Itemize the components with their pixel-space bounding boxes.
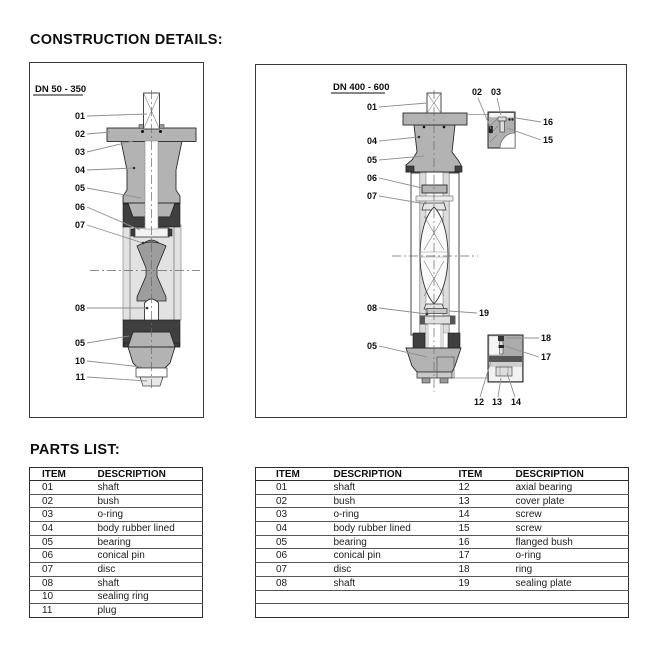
table-cell: shaft: [334, 576, 459, 590]
table-cell: o-ring: [98, 508, 203, 522]
parts-table-left: [29, 467, 203, 618]
table-cell: 04: [30, 522, 98, 536]
table-cell: [256, 590, 334, 604]
diagram-caption-dn50: DN 50 - 350: [35, 84, 87, 95]
part-label-07: 07: [74, 220, 85, 230]
table-row: [256, 590, 629, 604]
part-label-06: 06: [74, 202, 85, 212]
table-row: [30, 481, 203, 495]
table-cell: flanged bush: [516, 535, 629, 549]
table-cell: 05: [30, 535, 98, 549]
table-row: [30, 590, 203, 604]
table-row: [256, 522, 629, 536]
table-row: [256, 494, 629, 508]
table-cell: [516, 604, 629, 618]
table-cell: [459, 590, 516, 604]
table-row: [30, 576, 203, 590]
table-cell: 11: [30, 604, 98, 618]
table-cell: cover plate: [516, 494, 629, 508]
table-cell: 19: [459, 576, 516, 590]
table-cell: bush: [98, 494, 203, 508]
table-cell: axial bearing: [516, 481, 629, 495]
parts-list-title: PARTS LIST:: [30, 442, 121, 458]
table-cell: 08: [30, 576, 98, 590]
parts-table-right: [255, 467, 629, 618]
table-row: [256, 563, 629, 577]
table-header-cell: DESCRIPTION: [516, 468, 629, 481]
diagram-dn50-350: [29, 62, 204, 418]
part-label-08: 08: [366, 303, 377, 313]
table-cell: 03: [30, 508, 98, 522]
table-cell: 03: [256, 508, 334, 522]
table-cell: 02: [30, 494, 98, 508]
part-label-08: 08: [74, 303, 85, 313]
table-cell: 05: [256, 535, 334, 549]
part-label-03: 03: [490, 87, 502, 97]
table-cell: [256, 604, 334, 618]
table-cell: 17: [459, 549, 516, 563]
table-cell: [334, 604, 459, 618]
table-cell: 14: [459, 508, 516, 522]
table-row: [30, 549, 203, 563]
table-row: [30, 535, 203, 549]
table-cell: shaft: [334, 481, 459, 495]
table-row: [30, 604, 203, 618]
table-cell: 10: [30, 590, 98, 604]
part-label-03: 03: [74, 147, 85, 157]
part-label-01: 01: [74, 111, 85, 121]
table-cell: disc: [98, 563, 203, 577]
part-labels: [75, 111, 85, 382]
part-label-18: 18: [541, 333, 552, 343]
table-cell: bearing: [98, 535, 203, 549]
table-cell: 06: [30, 549, 98, 563]
table-cell: disc: [334, 563, 459, 577]
table-row: [30, 494, 203, 508]
part-label-05b: 05: [74, 338, 85, 348]
table-header-cell: ITEM: [30, 468, 98, 481]
part-labels: [367, 87, 553, 407]
part-label-07: 07: [366, 191, 377, 201]
table-cell: body rubber lined: [334, 522, 459, 536]
part-label-12: 12: [473, 397, 485, 407]
table-cell: o-ring: [516, 549, 629, 563]
table-cell: 16: [459, 535, 516, 549]
table-row: [256, 576, 629, 590]
table-cell: 13: [459, 494, 516, 508]
table-row: [30, 508, 203, 522]
part-label-04: 04: [74, 165, 85, 175]
part-label-11: 11: [75, 372, 85, 382]
table-row: [30, 563, 203, 577]
table-cell: [334, 590, 459, 604]
table-cell: [516, 590, 629, 604]
table-cell: 01: [30, 481, 98, 495]
part-label-04: 04: [366, 136, 377, 146]
part-label-02: 02: [471, 87, 483, 97]
table-cell: conical pin: [98, 549, 203, 563]
table-cell: 15: [459, 522, 516, 536]
table-cell: ring: [516, 563, 629, 577]
table-header-cell: ITEM: [256, 468, 334, 481]
table-header-cell: DESCRIPTION: [98, 468, 203, 481]
table-cell: 06: [256, 549, 334, 563]
part-label-14: 14: [510, 397, 522, 407]
table-header-cell: DESCRIPTION: [334, 468, 459, 481]
table-cell: 04: [256, 522, 334, 536]
table-cell: o-ring: [334, 508, 459, 522]
table-cell: plug: [98, 604, 203, 618]
table-row: [256, 508, 629, 522]
part-label-15: 15: [543, 135, 554, 145]
table-cell: shaft: [98, 481, 203, 495]
part-label-01: 01: [366, 102, 377, 112]
table-row: [256, 549, 629, 563]
table-row: [256, 535, 629, 549]
table-cell: shaft: [98, 576, 203, 590]
diagram-dn400-600: [255, 64, 627, 418]
table-row: [256, 481, 629, 495]
table-cell: conical pin: [334, 549, 459, 563]
table-header-cell: ITEM: [459, 468, 516, 481]
part-label-19: 19: [479, 308, 490, 318]
table-row: [256, 604, 629, 618]
construction-details-title: CONSTRUCTION DETAILS:: [30, 32, 223, 48]
part-label-05: 05: [74, 183, 85, 193]
part-label-10: 10: [74, 356, 85, 366]
part-label-05b: 05: [366, 341, 377, 351]
table-cell: [459, 604, 516, 618]
table-cell: 07: [30, 563, 98, 577]
table-cell: screw: [516, 508, 629, 522]
table-cell: 08: [256, 576, 334, 590]
part-label-05: 05: [366, 155, 377, 165]
part-label-17: 17: [541, 352, 552, 362]
detail-box-top: [467, 112, 515, 148]
part-label-13: 13: [491, 397, 503, 407]
part-label-02: 02: [74, 129, 85, 139]
valve-cross-section: [403, 93, 467, 383]
table-cell: 18: [459, 563, 516, 577]
table-cell: body rubber lined: [98, 522, 203, 536]
part-label-06: 06: [366, 173, 377, 183]
table-cell: sealing plate: [516, 576, 629, 590]
table-cell: 12: [459, 481, 516, 495]
table-cell: sealing ring: [98, 590, 203, 604]
diagram-caption-dn400: DN 400 - 600: [333, 82, 390, 93]
table-cell: 02: [256, 494, 334, 508]
table-row: [30, 522, 203, 536]
table-cell: bearing: [334, 535, 459, 549]
part-label-16: 16: [543, 117, 554, 127]
table-cell: screw: [516, 522, 629, 536]
table-cell: 07: [256, 563, 334, 577]
table-cell: 01: [256, 481, 334, 495]
table-header-row: [30, 468, 203, 481]
table-header-row: [256, 468, 629, 481]
table-cell: bush: [334, 494, 459, 508]
